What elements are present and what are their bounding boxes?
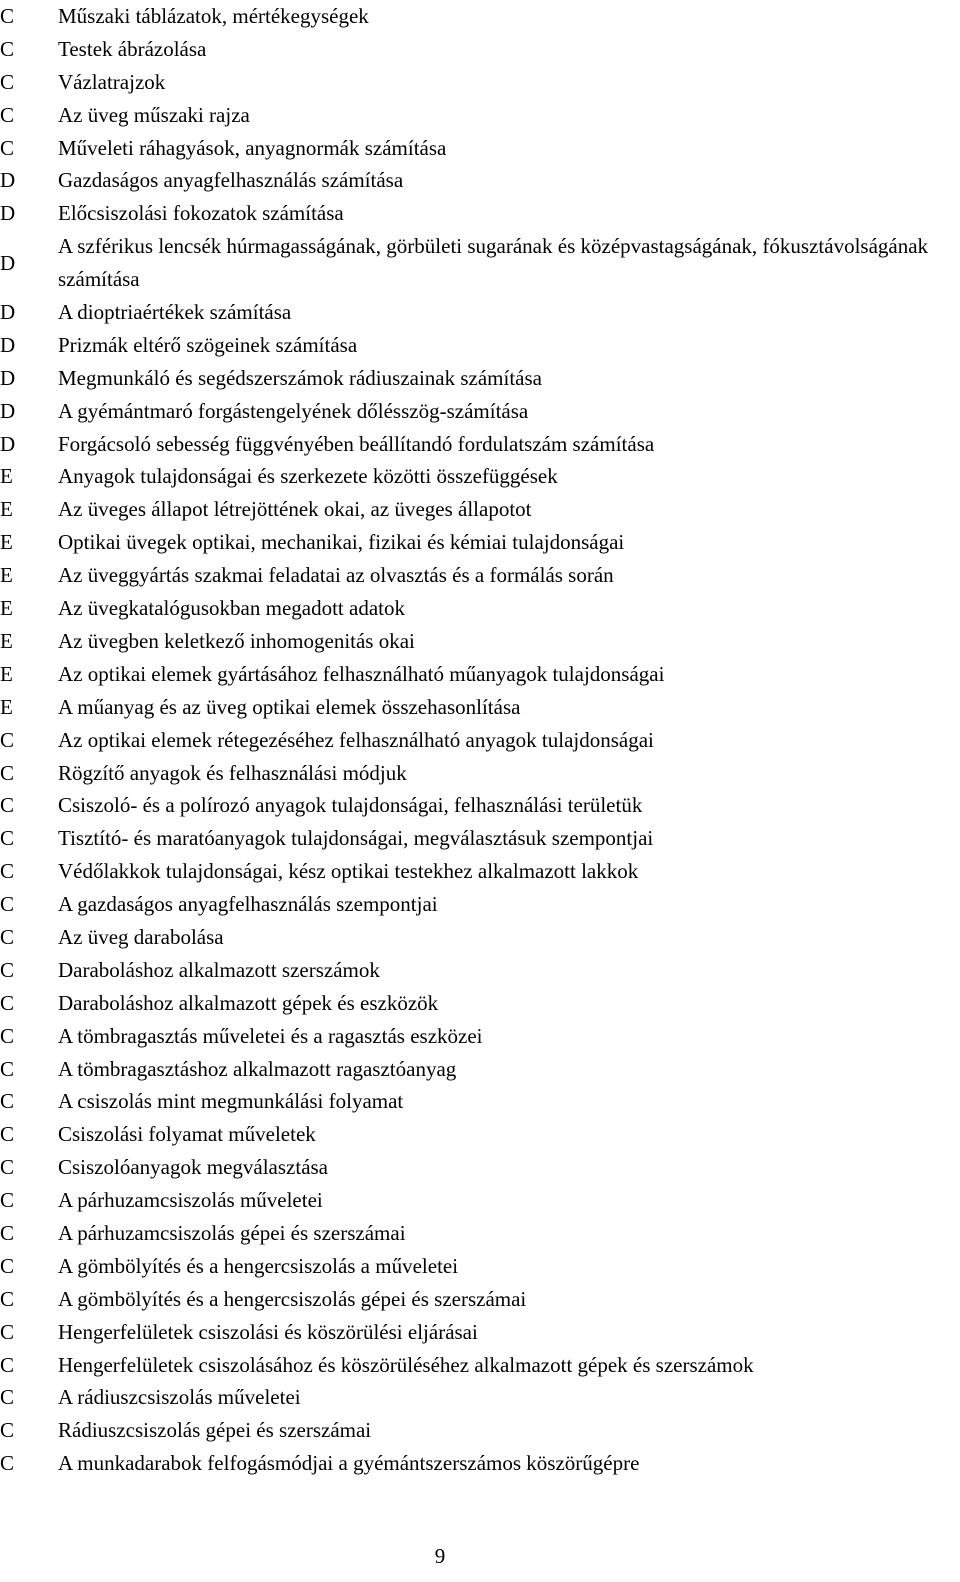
table-row: [0, 66, 960, 99]
level-letter: C: [0, 4, 15, 28]
table-row: [0, 1020, 960, 1053]
topic-text: Testek ábrázolása: [58, 36, 207, 61]
level-letter: E: [0, 628, 13, 653]
level-letter: C: [0, 102, 15, 127]
topic-text: A párhuzamcsiszolás gépei és szerszámai: [58, 1220, 406, 1245]
level-letter: C: [0, 135, 15, 160]
topic-text: A párhuzamcsiszolás műveletei: [58, 1188, 323, 1213]
topic-text: Forgácsoló sebesség függvényében beállítandó fordulatszám számítása: [58, 431, 655, 456]
table-row: [0, 329, 960, 362]
topic-text: A csiszolás mint megmunkálási folyamat: [58, 1089, 404, 1114]
level-letter: C: [0, 957, 15, 982]
topic-text: Daraboláshoz alkalmazott gépek és eszközök: [58, 990, 439, 1015]
topic-text: Megmunkáló és segédszerszámok rádiuszainak számítása: [58, 365, 542, 390]
level-letter: D: [0, 250, 16, 275]
table-row: [0, 0, 960, 33]
table-row: [0, 987, 960, 1020]
table-row: [0, 230, 960, 296]
table-row: [0, 1250, 960, 1283]
table-row: [0, 757, 960, 790]
level-letter: C: [0, 859, 15, 884]
table-row: [0, 789, 960, 822]
table-row: [0, 855, 960, 888]
level-letter: C: [0, 1451, 15, 1476]
topic-text: Az üveg műszaki rajza: [58, 102, 250, 127]
table-row: [0, 428, 960, 461]
topic-text: Prizmák eltérő szögeinek számítása: [58, 332, 358, 357]
topic-text: A rádiuszcsiszolás műveletei: [58, 1385, 301, 1410]
table-row: [0, 1053, 960, 1086]
table-row: [0, 526, 960, 559]
level-letter: C: [0, 1155, 15, 1180]
level-letter: D: [0, 365, 16, 390]
table-row: [0, 921, 960, 954]
level-letter: D: [0, 201, 16, 226]
level-letter: C: [0, 69, 15, 94]
table-row: [0, 1184, 960, 1217]
level-letter: E: [0, 596, 13, 621]
level-letter: E: [0, 694, 13, 719]
table-row: [0, 1151, 960, 1184]
topic-text: A gömbölyítés és a hengercsiszolás a műveletei: [58, 1253, 459, 1278]
level-letter: C: [0, 1385, 15, 1410]
table-row: [0, 658, 960, 691]
table-row: [0, 954, 960, 987]
table-row: [0, 724, 960, 757]
topic-text: Az üvegben keletkező inhomogenitás okai: [58, 628, 415, 653]
level-letter: C: [0, 760, 15, 785]
topic-text: A gazdaságos anyagfelhasználás szempontjai: [58, 892, 438, 917]
level-letter: D: [0, 398, 16, 423]
level-letter: C: [0, 1089, 15, 1114]
topic-text: Műszaki táblázatok, mértékegységek: [58, 4, 369, 28]
table-row: [0, 1414, 960, 1447]
page-number: 9: [434, 1544, 446, 1568]
level-letter: C: [0, 36, 15, 61]
table-row: [0, 559, 960, 592]
level-letter: C: [0, 892, 15, 917]
table-row: [0, 1447, 960, 1480]
level-letter: C: [0, 1253, 15, 1278]
table-row: [0, 33, 960, 66]
table-row: [0, 362, 960, 395]
table-row: [0, 1316, 960, 1349]
topic-text: Vázlatrajzok: [58, 69, 166, 94]
level-letter: D: [0, 431, 16, 456]
table-row: [0, 1217, 960, 1250]
topic-text: Az üveggyártás szakmai feladatai az olvasztás és a formálás során: [58, 563, 614, 588]
topic-text: Hengerfelületek csiszolási és köszörülési eljárásai: [58, 1319, 478, 1344]
level-letter: E: [0, 661, 13, 686]
topic-text: Tisztító- és maratóanyagok tulajdonságai, megválasztásuk szempontjai: [58, 826, 654, 851]
level-letter: C: [0, 1023, 15, 1048]
level-letter: E: [0, 530, 13, 555]
topic-text: Az üveg darabolása: [58, 924, 224, 949]
table-row: [0, 99, 960, 132]
topic-text: A szférikus lencsék húrmagasságának, görbületi sugarának és középvastagságának, fókusztávolságának számítása: [58, 234, 929, 292]
level-letter: C: [0, 1122, 15, 1147]
topic-text: A tömbragasztás műveletei és a ragasztás eszközei: [58, 1023, 483, 1048]
topic-text: Csiszoló- és a polírozó anyagok tulajdonságai, felhasználási területük: [58, 793, 643, 818]
level-letter: E: [0, 563, 13, 588]
level-letter: C: [0, 924, 15, 949]
topic-text: A dioptriaértékek számítása: [58, 300, 292, 325]
level-letter: C: [0, 727, 15, 752]
table-row: [0, 493, 960, 526]
topic-text: Előcsiszolási fokozatok számítása: [58, 201, 344, 226]
topic-text: A műanyag és az üveg optikai elemek összehasonlítása: [58, 694, 521, 719]
topic-text: Gazdaságos anyagfelhasználás számítása: [58, 168, 404, 193]
level-letter: C: [0, 1418, 15, 1443]
level-letter: D: [0, 332, 16, 357]
level-letter: D: [0, 168, 16, 193]
topic-text: Az optikai elemek rétegezéséhez felhasználható anyagok tulajdonságai: [58, 727, 654, 752]
topic-text: A gömbölyítés és a hengercsiszolás gépei és szerszámai: [58, 1286, 527, 1311]
topic-text: Az üvegkatalógusokban megadott adatok: [58, 596, 405, 621]
table-row: [0, 822, 960, 855]
level-letter: C: [0, 793, 15, 818]
table-row: [0, 888, 960, 921]
topic-text: Hengerfelületek csiszolásához és köszörüléséhez alkalmazott gépek és szerszámok: [58, 1352, 754, 1377]
topic-text: Védőlakkok tulajdonságai, kész optikai testekhez alkalmazott lakkok: [58, 859, 639, 884]
topic-text: Az optikai elemek gyártásához felhasználható műanyagok tulajdonságai: [58, 661, 665, 686]
table-row: [0, 1118, 960, 1151]
level-letter: C: [0, 1319, 15, 1344]
table-row: [0, 691, 960, 724]
level-letter: C: [0, 1352, 15, 1377]
table-row: [0, 1381, 960, 1414]
topic-text: Csiszolási folyamat műveletek: [58, 1122, 316, 1147]
level-letter: C: [0, 826, 15, 851]
level-letter: E: [0, 497, 13, 522]
table-row: [0, 1085, 960, 1118]
topic-text: Rögzítő anyagok és felhasználási módjuk: [58, 760, 407, 785]
table-row: [0, 164, 960, 197]
level-letter: E: [0, 464, 13, 489]
topic-text: A munkadarabok felfogásmódjai a gyémántszerszámos köszörűgépre: [58, 1451, 640, 1476]
table-row: [0, 296, 960, 329]
table-row: [0, 1349, 960, 1382]
topic-text: Daraboláshoz alkalmazott szerszámok: [58, 957, 380, 982]
table-row: [0, 197, 960, 230]
level-letter: D: [0, 300, 16, 325]
level-letter: C: [0, 1220, 15, 1245]
topic-text: Anyagok tulajdonságai és szerkezete közötti összefüggések: [58, 464, 558, 489]
level-letter: C: [0, 1188, 15, 1213]
table-row: [0, 625, 960, 658]
topic-text: Optikai üvegek optikai, mechanikai, fizikai és kémiai tulajdonságai: [58, 530, 625, 555]
level-letter: C: [0, 1286, 15, 1311]
topic-text: Az üveges állapot létrejöttének okai, az üveges állapotot: [58, 497, 532, 522]
topic-text: Rádiuszcsiszolás gépei és szerszámai: [58, 1418, 372, 1443]
topic-text: A tömbragasztáshoz alkalmazott ragasztóanyag: [58, 1056, 457, 1081]
topic-text: A gyémántmaró forgástengelyének dőlésszög-számítása: [58, 398, 529, 423]
table-row: [0, 592, 960, 625]
table-row: [0, 132, 960, 165]
table-row: [0, 395, 960, 428]
level-letter: C: [0, 1056, 15, 1081]
topic-text: Műveleti ráhagyások, anyagnormák számítása: [58, 135, 447, 160]
table-row: [0, 460, 960, 493]
table-row: [0, 1283, 960, 1316]
topic-text: Csiszolóanyagok megválasztása: [58, 1155, 329, 1180]
level-letter: C: [0, 990, 15, 1015]
